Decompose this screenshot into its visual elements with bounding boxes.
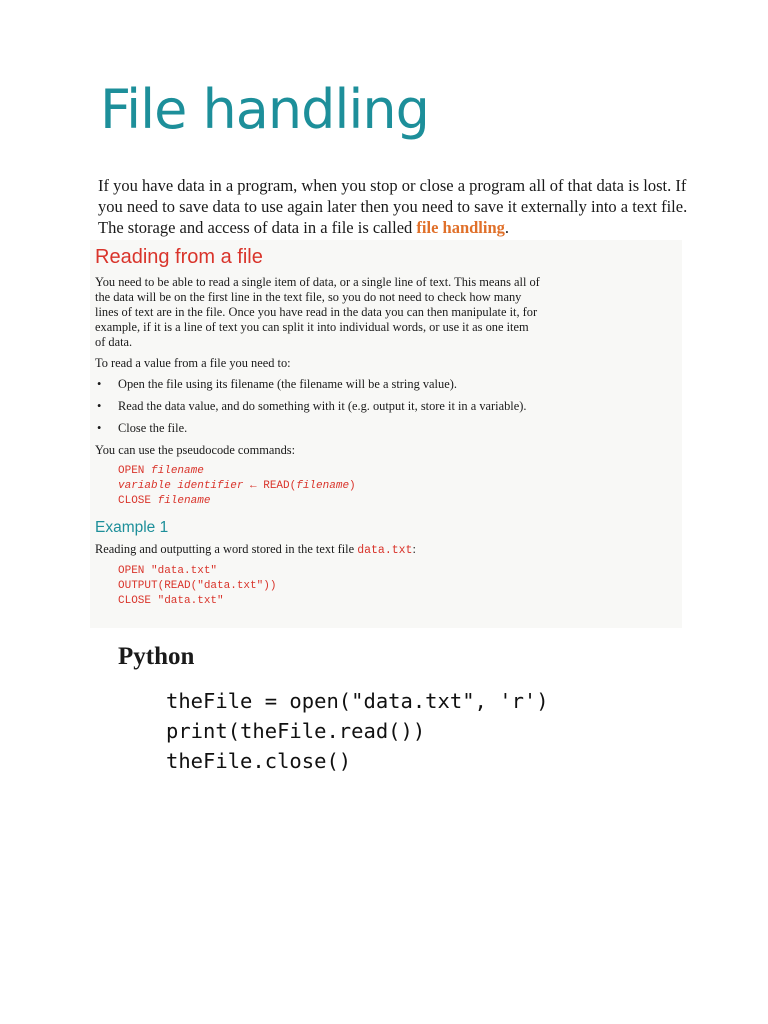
list-item	[95, 421, 682, 436]
python-code-block	[166, 686, 549, 776]
example-description	[95, 542, 540, 558]
code-var: variable identifier	[118, 480, 244, 492]
code-line: theFile.close()	[166, 749, 352, 773]
section-paragraph-3: You can use the pseudocode commands:	[95, 443, 296, 457]
code-line	[118, 479, 682, 494]
example-text: Reading and outputting a word stored in the text file	[95, 542, 358, 556]
code-keyword: CLOSE	[118, 495, 158, 507]
list-item-text: Close the file.	[118, 421, 188, 435]
code-keyword: OPEN	[118, 465, 152, 477]
textbook-excerpt	[90, 240, 682, 628]
code-paren: )	[349, 480, 356, 492]
code-arg: filename	[157, 495, 211, 507]
example-code-block	[118, 564, 682, 609]
example-colon: :	[412, 542, 416, 556]
intro-highlight: file handling	[416, 218, 505, 237]
python-heading: Python	[118, 643, 195, 670]
pseudocode-block	[118, 464, 682, 509]
steps-list	[95, 377, 682, 436]
code-arg: filename	[151, 465, 204, 477]
code-arg: filename	[296, 480, 350, 492]
code-line: OPEN "data.txt"	[118, 565, 218, 577]
intro-text: If you have data in a program, when you stop or close a program all of that data is lost. If you need to save data to use again later then you need to save it externally into a text file. The storage and access of data in a file is called	[98, 176, 688, 237]
intro-paragraph	[98, 175, 688, 238]
list-item-text: Read the data value, and do something with it (e.g. output it, store it in a variable).	[118, 399, 527, 413]
section-paragraph-2: To read a value from a file you need to:	[95, 356, 291, 370]
code-line: print(theFile.read())	[166, 719, 426, 743]
list-item	[95, 399, 682, 414]
section-paragraph-1: You need to be able to read a single item of data, or a single line of text. This means all of the data will be on the first line in the text file, so you do not need to check how many lines of text are in the file. Once you have read in the data you can then manipulate it, for example, if it is a line of text you can split it into individual words, or use it as one item of data.	[95, 275, 540, 349]
code-line: CLOSE "data.txt"	[118, 595, 224, 607]
page-title: File handling	[100, 78, 429, 141]
intro-end: .	[504, 218, 510, 237]
bullet-icon: •	[97, 377, 102, 391]
list-item-text: Open the file using its filename (the filename will be a string value).	[118, 377, 457, 391]
example-filename: data.txt	[357, 544, 413, 557]
code-line	[118, 464, 682, 479]
bullet-icon: •	[97, 421, 102, 435]
code-line: theFile = open("data.txt", 'r')	[166, 689, 549, 713]
bullet-icon: •	[97, 399, 102, 413]
list-item	[95, 377, 682, 392]
code-op: ← READ(	[243, 480, 297, 492]
example-heading: Example 1	[95, 519, 169, 536]
code-line	[118, 494, 682, 509]
code-line: OUTPUT(READ("data.txt"))	[118, 580, 277, 592]
section-heading: Reading from a file	[95, 246, 263, 268]
